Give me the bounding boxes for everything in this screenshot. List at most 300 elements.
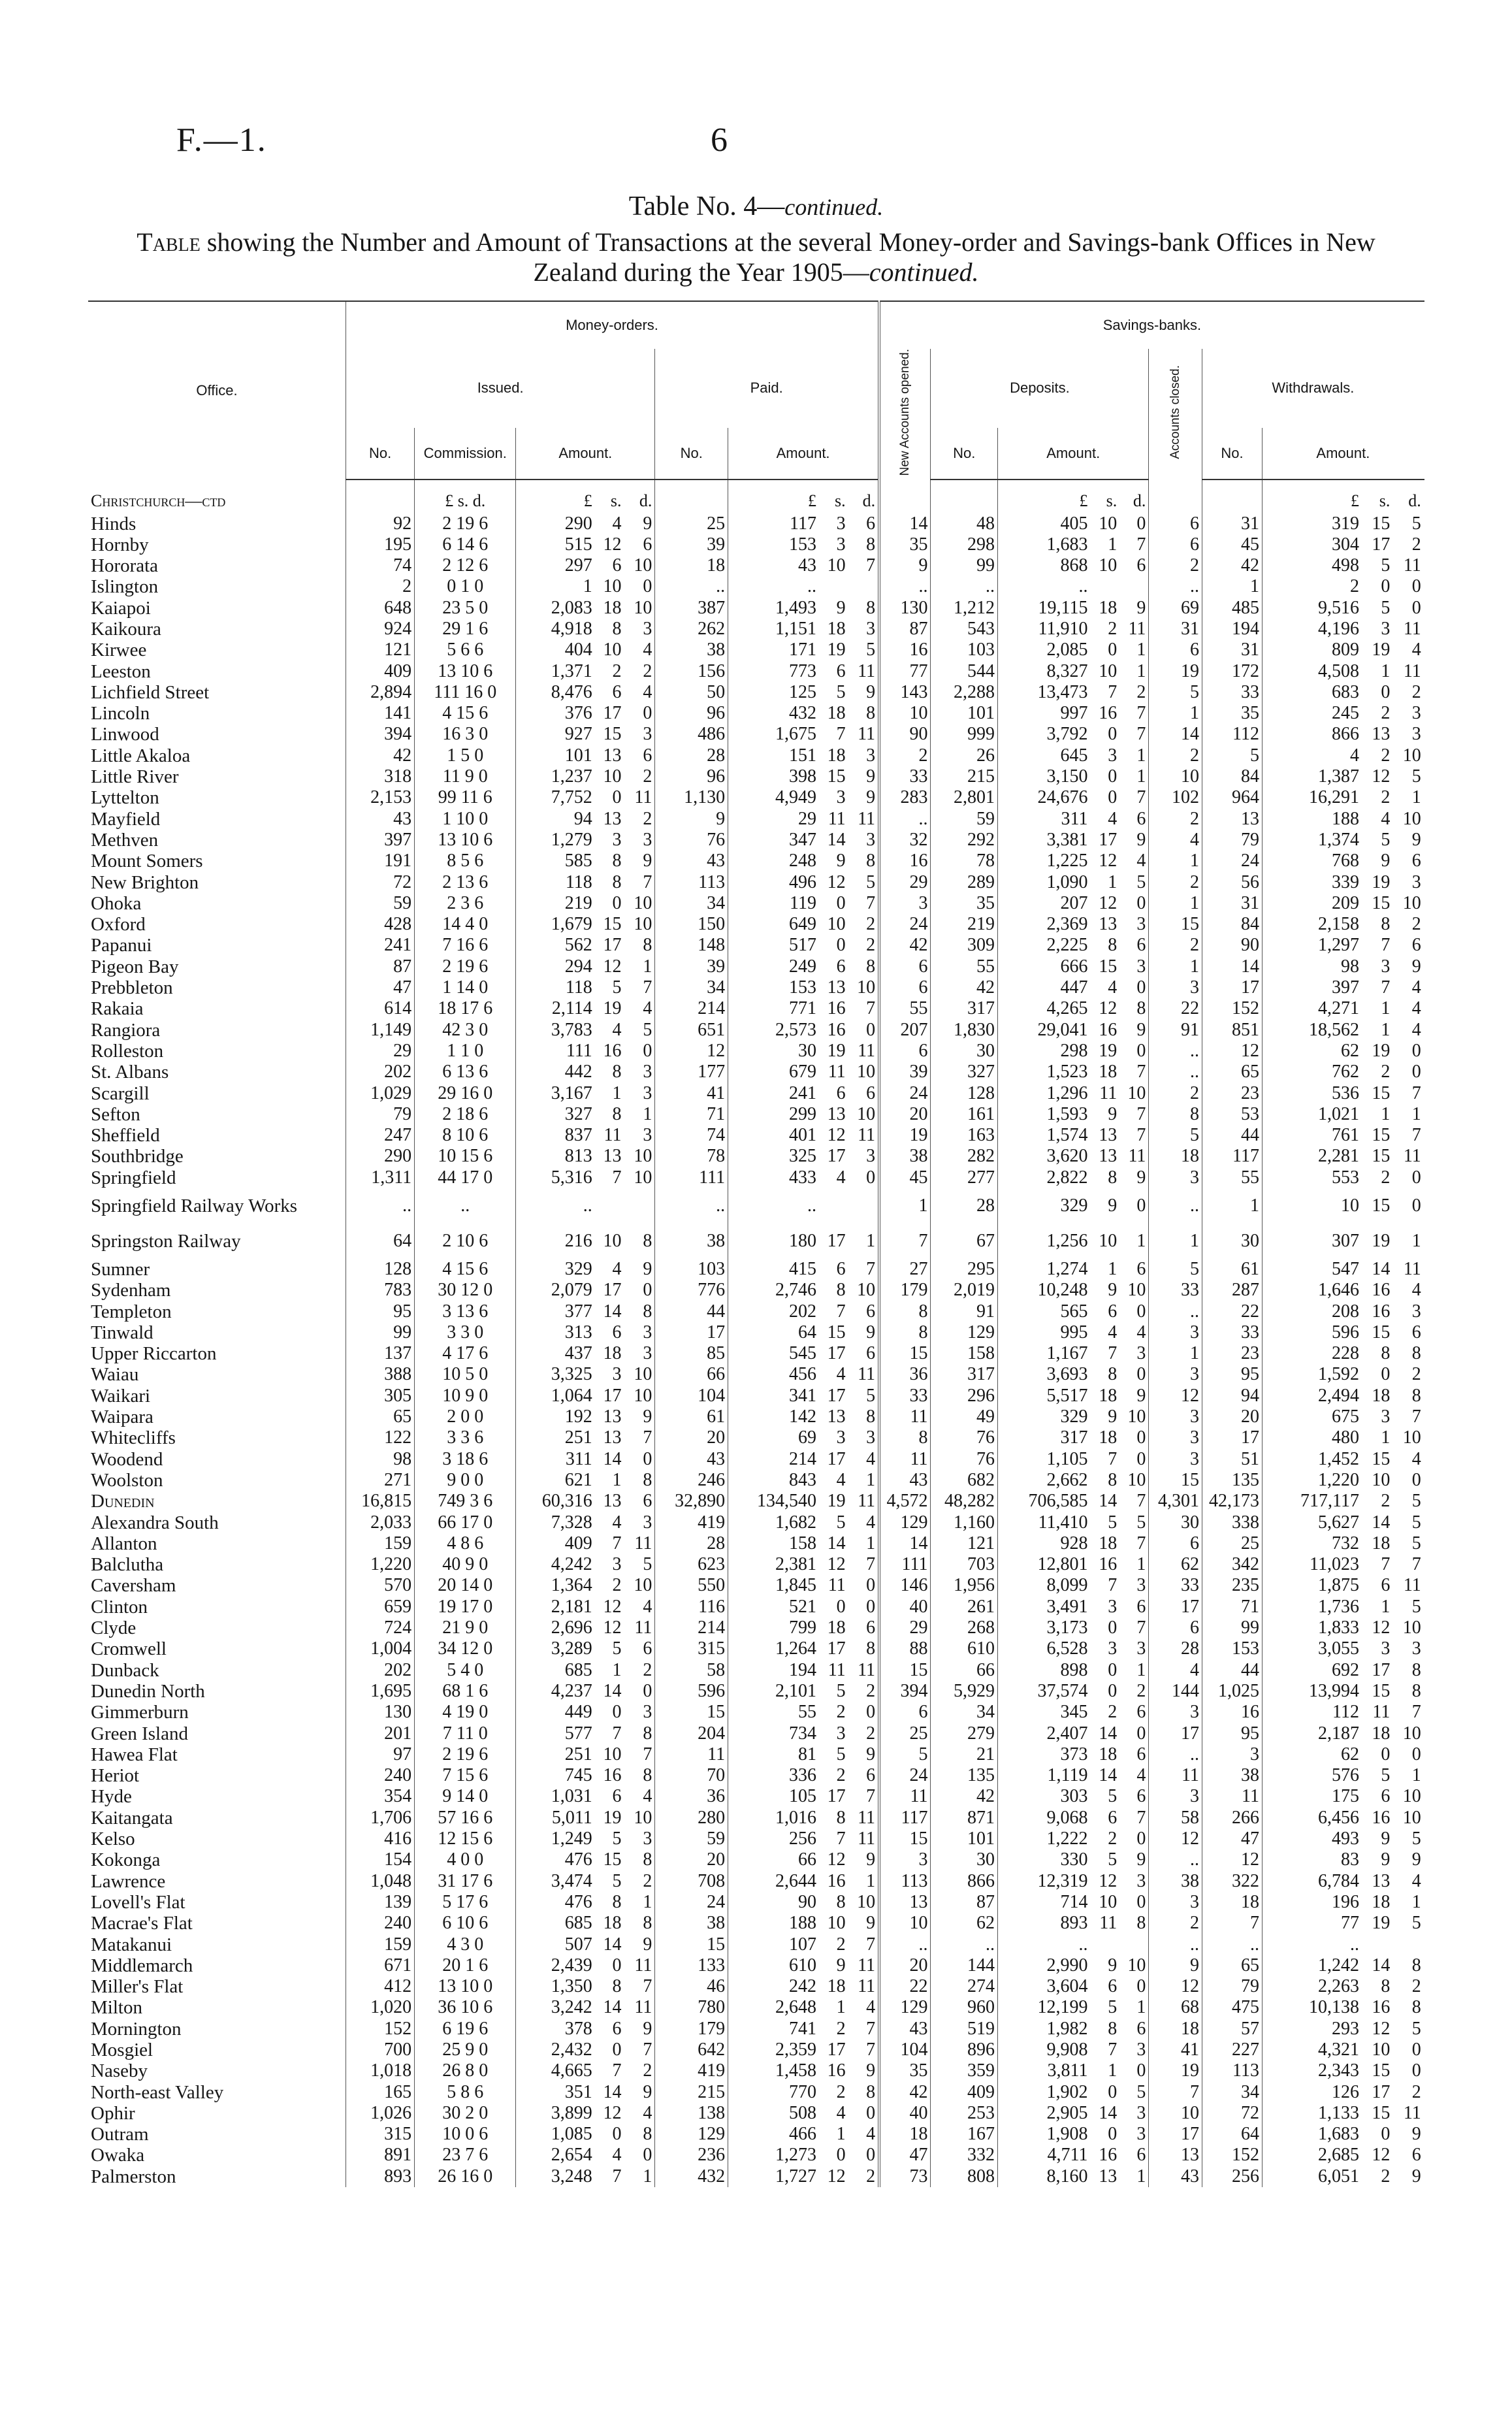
office-name: Woolston (91, 1469, 163, 1491)
deposits-amount-pounds: 1,090 (998, 871, 1091, 892)
paid-no: 74 (655, 1125, 728, 1146)
office-name: Lincoln (91, 703, 150, 724)
withdrawals-amount-s: 1 (1381, 1019, 1391, 1040)
withdrawals-amount-pounds: 1,875 (1262, 1575, 1362, 1596)
office-name: Kaikoura (91, 618, 161, 640)
deposits-no: 960 (931, 1997, 998, 2018)
withdrawals-no: 172 (1202, 660, 1262, 681)
paid-no: 32,890 (655, 1491, 728, 1512)
deposits-no: 703 (931, 1554, 998, 1575)
deposits-amount-s: 0 (1108, 1618, 1118, 1638)
issued-no: 416 (346, 1829, 414, 1849)
office-name: Middlemarch (91, 1955, 193, 1976)
paid-amount-s: 9 (836, 597, 846, 618)
issued-no: 412 (346, 1976, 414, 1997)
paid-amount-d: 7 (866, 998, 876, 1019)
withdrawals-no: 14 (1202, 956, 1262, 977)
deposits-no: 219 (931, 914, 998, 935)
withdrawals-amount-s: 3 (1381, 618, 1391, 639)
withdrawals-amount-pounds: 397 (1262, 977, 1362, 998)
accounts-closed: 4 (1149, 1660, 1202, 1681)
issued-commission: 20 1 6 (415, 1955, 516, 1976)
withdrawals-amount-d: 8 (1411, 1680, 1421, 1701)
paid-amount-d (848, 576, 879, 597)
table-row (88, 1870, 1424, 1891)
withdrawals-amount-pounds: 304 (1262, 534, 1362, 555)
paid-amount-pounds: 256 (728, 1829, 819, 1849)
paid-amount-s: 6 (836, 1259, 846, 1279)
issued-commission: 111 16 0 (415, 682, 516, 703)
issued-amount-d: 9 (643, 1259, 652, 1279)
deposits-no: 2,288 (931, 682, 998, 703)
issued-commission: 7 16 6 (415, 935, 516, 956)
withdrawals-amount-pounds: 1,021 (1262, 1104, 1362, 1125)
paid-amount-s: 3 (836, 1427, 846, 1448)
withdrawals-amount-pounds: 1,683 (1262, 2124, 1362, 2145)
issued-commission: 10 9 0 (415, 1386, 516, 1407)
withdrawals-no: 153 (1202, 1638, 1262, 1659)
paid-no: 20 (655, 1427, 728, 1448)
issued-amount-s: 15 (603, 914, 622, 935)
issued-commission: 6 10 6 (415, 1913, 516, 1934)
office-name: Waikari (91, 1385, 151, 1407)
deposits-amount-pounds: 2,369 (998, 914, 1091, 935)
deposits-amount-d: 7 (1136, 534, 1146, 555)
paid-no: 38 (655, 1224, 728, 1259)
accounts-closed: .. (1149, 1041, 1202, 1062)
withdrawals-amount-s: s. (1379, 491, 1391, 511)
paid-amount-pounds: 151 (728, 745, 819, 766)
withdrawals-amount-s: 15 (1372, 2060, 1391, 2081)
deposits-amount-s: 10 (1099, 660, 1118, 681)
deposits-amount-s: 3 (1108, 1596, 1118, 1617)
deposits-amount-pounds: 8,099 (998, 1575, 1091, 1596)
new-accounts: 42 (879, 2081, 931, 2102)
issued-amount-pounds: 3,289 (516, 1638, 595, 1659)
issued-amount-d: 3 (643, 1322, 652, 1342)
paid-no: 387 (655, 598, 728, 619)
deposits-no: 1,830 (931, 1019, 998, 1040)
withdrawals-amount-pounds: 1,833 (1262, 1618, 1362, 1638)
paid-amount-pounds: 107 (728, 1934, 819, 1955)
issued-amount-s: 0 (612, 1702, 622, 1723)
deposits-amount-pounds: 37,574 (998, 1681, 1091, 1702)
withdrawals-amount-pounds: 553 (1262, 1167, 1362, 1188)
paid-no: 25 (655, 513, 728, 534)
accounts-closed: 91 (1149, 1019, 1202, 1040)
deposits-no: 35 (931, 893, 998, 914)
deposits-amount-pounds: 1,119 (998, 1765, 1091, 1786)
issued-amount-d: 10 (634, 1364, 652, 1385)
deposits-amount-d: 7 (1136, 1533, 1146, 1553)
accounts-closed: 3 (1149, 1702, 1202, 1723)
accounts-closed: 2 (1149, 555, 1202, 576)
paid-amount-pounds: 194 (728, 1660, 819, 1681)
issued-amount-pounds: 2,079 (516, 1280, 595, 1301)
issued-amount-s: 10 (603, 766, 622, 787)
deposits-no: 999 (931, 724, 998, 745)
withdrawals-amount-s: 5 (1381, 555, 1391, 576)
withdrawals-amount-s: 13 (1372, 724, 1391, 745)
paid-amount-s: s. (835, 491, 846, 511)
issued-no: 1,004 (346, 1638, 414, 1659)
paid-amount-s: 8 (836, 1280, 846, 1301)
deposits-no: .. (931, 1934, 998, 1955)
office-name: Mount Somers (91, 851, 203, 872)
paid-no: 111 (655, 1167, 728, 1188)
issued-no: 924 (346, 619, 414, 640)
issued-no: 159 (346, 1533, 414, 1554)
issued-amount-d: 0 (643, 1448, 652, 1469)
office-name: Tinwald (91, 1322, 153, 1343)
paid-amount-s: 16 (827, 1870, 846, 1891)
deposits-amount-s: 15 (1099, 956, 1118, 977)
deposits-amount-s: 14 (1099, 1765, 1118, 1786)
deposits-amount-pounds: 2,662 (998, 1470, 1091, 1491)
deposits-no: 253 (931, 2103, 998, 2124)
deposits-amount-s: 7 (1108, 681, 1118, 702)
withdrawals-amount-s: 5 (1381, 829, 1391, 850)
paid-amount-pounds: 90 (728, 1892, 819, 1913)
issued-amount-d: 9 (643, 1934, 652, 1955)
issued-amount-d: 6 (643, 1638, 652, 1659)
deposits-amount-pounds: 3,811 (998, 2060, 1091, 2081)
withdrawals-amount-d: 0 (1411, 1469, 1421, 1490)
issued-no: 191 (346, 851, 414, 871)
withdrawals-amount-pounds: 1,646 (1262, 1280, 1362, 1301)
issued-amount-s: 0 (612, 1955, 622, 1976)
issued-commission: 4 15 6 (415, 703, 516, 724)
withdrawals-amount-pounds: 112 (1262, 1702, 1362, 1723)
office-name: Hororata (91, 555, 159, 577)
accounts-closed: 102 (1149, 787, 1202, 808)
withdrawals-no: 47 (1202, 1829, 1262, 1849)
withdrawals-no: 475 (1202, 1997, 1262, 2018)
paid-amount-d: 10 (857, 977, 876, 998)
deposits-no: 87 (931, 1892, 998, 1913)
withdrawals-no: 23 (1202, 1343, 1262, 1364)
deposits-amount-d: 10 (1127, 1280, 1146, 1301)
issued-amount-pounds: 449 (516, 1702, 595, 1723)
issued-commission: 21 9 0 (415, 1618, 516, 1638)
paid-no: 432 (655, 2166, 728, 2187)
table-row (88, 1638, 1424, 1659)
deposits-amount-d: 1 (1136, 1659, 1146, 1680)
deposits-amount-s: 6 (1108, 1976, 1118, 1997)
withdrawals-amount-s: 3 (1381, 1638, 1391, 1659)
withdrawals-amount-s: 15 (1372, 513, 1391, 534)
deposits-no: 55 (931, 956, 998, 977)
table-title-continued: continued. (784, 194, 884, 220)
deposits-amount-s: 6 (1108, 1807, 1118, 1828)
paid-no: 44 (655, 1301, 728, 1322)
office-name: North-east Valley (91, 2081, 224, 2103)
issued-amount-d: 4 (643, 640, 652, 660)
deposits-amount-pounds: 19,115 (998, 598, 1091, 619)
withdrawals-amount-d: 10 (1402, 1786, 1421, 1807)
deposits-amount-pounds: 2,085 (998, 640, 1091, 660)
paid-amount-d: 7 (866, 2018, 876, 2039)
issued-amount-s: 14 (603, 1448, 622, 1469)
new-accounts (879, 480, 931, 513)
withdrawals-amount-d: 0 (1411, 597, 1421, 618)
deposits-amount-d: 9 (1136, 1385, 1146, 1406)
issued-amount-pounds: 351 (516, 2081, 595, 2102)
new-accounts: 8 (879, 1301, 931, 1322)
issued-amount-pounds: 378 (516, 2019, 595, 2040)
paid-amount-s: 10 (827, 555, 846, 576)
withdrawals-no: 1,025 (1202, 1681, 1262, 1702)
withdrawals-amount-pounds: 498 (1262, 555, 1362, 576)
paid-amount-pounds: 1,682 (728, 1512, 819, 1533)
withdrawals-amount-s: 10 (1372, 2039, 1391, 2060)
issued-amount-pounds: 507 (516, 1934, 595, 1955)
paid-amount-pounds: 347 (728, 830, 819, 851)
deposits-amount-pounds: 13,473 (998, 682, 1091, 703)
deposits-amount-pounds: 298 (998, 1041, 1091, 1062)
issued-amount-d: 2 (643, 808, 652, 829)
new-accounts: 33 (879, 766, 931, 787)
withdrawals-amount-pounds: 5,627 (1262, 1512, 1362, 1533)
table-row (88, 1723, 1424, 1744)
issued-amount-s: 13 (603, 1146, 622, 1167)
accounts-closed: 2 (1149, 809, 1202, 830)
deposits-amount-s: 6 (1108, 1301, 1118, 1322)
withdrawals-header: Withdrawals. (1202, 349, 1423, 428)
withdrawals-amount-d: 11 (1403, 1575, 1421, 1596)
issued-amount-d: 3 (643, 829, 652, 850)
withdrawals-amount-pounds: 4 (1262, 745, 1362, 766)
table-row (88, 1167, 1424, 1188)
deposits-no: 163 (931, 1125, 998, 1146)
deposits-no: 62 (931, 1913, 998, 1934)
withdrawals-amount-d: 9 (1411, 829, 1421, 850)
issued-amount-s: 4 (612, 1259, 622, 1279)
deposits-no: 28 (931, 1188, 998, 1224)
deposits-amount-d: 8 (1136, 1913, 1146, 1934)
office-name: Miller's Flat (91, 1976, 184, 1998)
deposits-amount-d: 4 (1136, 1765, 1146, 1786)
deposits-no: 543 (931, 619, 998, 640)
issued-amount-d: 0 (643, 2145, 652, 2166)
deposits-no: 292 (931, 830, 998, 851)
deposits-amount-s: 12 (1099, 892, 1118, 913)
withdrawals-amount-pounds: 2,158 (1262, 914, 1362, 935)
issued-amount-pounds: 685 (516, 1660, 595, 1681)
office-name: Macrae's Flat (91, 1913, 193, 1934)
issued-amount-d: 10 (634, 597, 652, 618)
paid-amount-pounds: 30 (728, 1041, 819, 1062)
issued-amount-s: 11 (603, 1125, 622, 1146)
accounts-closed: 6 (1149, 513, 1202, 534)
accounts-closed: 5 (1149, 682, 1202, 703)
withdrawals-amount-d: 5 (1411, 1913, 1421, 1934)
paid-amount-d: 0 (866, 1596, 876, 1617)
issued-amount-pounds: 1,679 (516, 914, 595, 935)
withdrawals-amount-s: 18 (1372, 1891, 1391, 1912)
deposits-amount-s: 9 (1108, 1955, 1118, 1976)
deposits-no: 30 (931, 1849, 998, 1870)
withdrawals-no: 23 (1202, 1082, 1262, 1103)
deposits-amount-d: 7 (1136, 1807, 1146, 1828)
paid-no: 104 (655, 1386, 728, 1407)
paid-amount-d: 2 (866, 914, 876, 935)
withdrawals-amount-d: 5 (1411, 1512, 1421, 1533)
withdrawals-amount-s: 0 (1381, 681, 1391, 702)
new-accounts: 146 (879, 1575, 931, 1596)
paid-amount-s: 19 (827, 1491, 846, 1512)
paid-amount-s: 2 (836, 1934, 846, 1955)
deposits-amount-pounds: 345 (998, 1702, 1091, 1723)
issued-commission: 4 3 0 (415, 1934, 516, 1955)
paid-amount-s: 12 (827, 1125, 846, 1146)
paid-amount-d: 11 (858, 1659, 876, 1680)
table-row (88, 1744, 1424, 1765)
withdrawals-amount-s: 15 (1372, 1082, 1391, 1103)
withdrawals-amount-pounds: 547 (1262, 1259, 1362, 1280)
paid-amount-s: 15 (827, 766, 846, 787)
deposits-amount-s: s. (1106, 491, 1118, 511)
withdrawals-no: 5 (1202, 745, 1262, 766)
deposits-amount-pounds: 893 (998, 1913, 1091, 1934)
deposits-no: 135 (931, 1765, 998, 1786)
withdrawals-amount-d: 8 (1411, 1997, 1421, 2018)
paid-amount-d: 2 (866, 1723, 876, 1744)
accounts-closed: 2 (1149, 1913, 1202, 1934)
issued-amount-pounds: 1,350 (516, 1976, 595, 1997)
issued-amount-d: 3 (643, 618, 652, 639)
deposits-no: 76 (931, 1427, 998, 1448)
paid-amount-s: 6 (836, 956, 846, 977)
issued-amount-s: 12 (603, 1618, 622, 1638)
paid-no: 148 (655, 935, 728, 956)
issued-no: 409 (346, 660, 414, 681)
issued-amount-s: 18 (603, 1913, 622, 1934)
paid-amount-pounds: 843 (728, 1470, 819, 1491)
deposits-no: 295 (931, 1259, 998, 1280)
table-row (88, 745, 1424, 766)
withdrawals-amount-d: 11 (1403, 2102, 1421, 2123)
deposits-no: 34 (931, 1702, 998, 1723)
issued-commission: 4 19 0 (415, 1702, 516, 1723)
withdrawals-amount-s: 12 (1372, 2018, 1391, 2039)
paid-amount-s: 2 (836, 2081, 846, 2102)
issued-commission: 18 17 6 (415, 998, 516, 1019)
withdrawals-amount-pounds: £ (1262, 480, 1362, 513)
issued-amount-pounds: 577 (516, 1723, 595, 1744)
paid-amount-s: 18 (827, 745, 846, 766)
paid-no: 708 (655, 1870, 728, 1891)
withdrawals-amount-pounds: 4,321 (1262, 2040, 1362, 2060)
deposits-amount-d: 9 (1136, 1019, 1146, 1040)
accounts-closed: 1 (1149, 851, 1202, 871)
issued-commission: 40 9 0 (415, 1554, 516, 1575)
office-name: Kaiapoi (91, 597, 151, 619)
deposits-amount-header: Amount. (998, 428, 1149, 480)
issued-amount-s: 10 (603, 1230, 622, 1251)
office-name: Ophir (91, 2102, 135, 2124)
paid-amount-d: 9 (866, 1322, 876, 1342)
paid-amount-s: 8 (836, 1891, 846, 1912)
office-name: Linwood (91, 724, 159, 745)
issued-commission: 8 10 6 (415, 1125, 516, 1146)
issued-amount-s: 8 (612, 1976, 622, 1997)
deposits-amount-d: 4 (1136, 851, 1146, 871)
deposits-no: 48 (931, 513, 998, 534)
deposits-amount-s: 14 (1099, 2102, 1118, 2123)
issued-amount-pounds: 409 (516, 1533, 595, 1554)
paid-amount-pounds: 2,644 (728, 1870, 819, 1891)
deposits-amount-s: 5 (1108, 1997, 1118, 2018)
paid-no: 66 (655, 1364, 728, 1385)
paid-amount-s: 12 (827, 1554, 846, 1575)
issued-amount-pounds: 1,031 (516, 1786, 595, 1807)
issued-no: 1,020 (346, 1997, 414, 2018)
issued-amount-s: 6 (612, 1322, 622, 1342)
deposits-amount-s: 16 (1099, 1019, 1118, 1040)
deposits-no: 277 (931, 1167, 998, 1188)
deposits-amount-s: 13 (1099, 914, 1118, 935)
new-accounts: 3 (879, 893, 931, 914)
withdrawals-amount-pounds: 493 (1262, 1829, 1362, 1849)
issued-no: 139 (346, 1892, 414, 1913)
issued-no: 87 (346, 956, 414, 977)
issued-commission: 3 3 0 (415, 1322, 516, 1343)
issued-commission: 1 5 0 (415, 745, 516, 766)
withdrawals-amount-d: 5 (1411, 1491, 1421, 1512)
issued-amount-s: 7 (612, 2166, 622, 2187)
withdrawals-amount-pounds: 1,452 (1262, 1449, 1362, 1470)
issued-amount-d: 11 (634, 1997, 652, 2018)
new-accounts: 1 (879, 1188, 931, 1224)
deposits-amount-pounds: 2,990 (998, 1955, 1091, 1976)
withdrawals-amount-s: 15 (1372, 1680, 1391, 1701)
office-name: Lichfield Street (91, 681, 210, 703)
paid-no: 9 (655, 809, 728, 830)
deposits-amount-d: 0 (1136, 1195, 1146, 1216)
deposits-amount-s: 13 (1099, 2166, 1118, 2187)
issued-no: 1,220 (346, 1554, 414, 1575)
issued-amount-d: 4 (643, 1596, 652, 1617)
withdrawals-no: 44 (1202, 1660, 1262, 1681)
issued-commission: 2 18 6 (415, 1104, 516, 1125)
withdrawals-amount-d: 0 (1411, 576, 1421, 597)
paid-amount-s: 10 (827, 1913, 846, 1934)
deposits-amount-s: 3 (1108, 745, 1118, 766)
table-row (88, 1407, 1424, 1427)
paid-no: 18 (655, 555, 728, 576)
deposits-amount-d: 7 (1136, 703, 1146, 724)
accounts-closed-header: Accounts closed. (1149, 349, 1202, 480)
deposits-amount-d: 3 (1136, 2124, 1146, 2145)
issued-amount-s: 18 (603, 597, 622, 618)
issued-amount-s: 7 (612, 1167, 622, 1188)
issued-amount-pounds: 192 (516, 1407, 595, 1427)
issued-amount-d: 3 (643, 1702, 652, 1723)
paid-amount-s: 0 (836, 892, 846, 913)
new-accounts: 7 (879, 1224, 931, 1259)
deposits-amount-d: 0 (1136, 2060, 1146, 2081)
withdrawals-amount-s: 6 (1381, 1575, 1391, 1596)
new-accounts: 24 (879, 1082, 931, 1103)
deposits-amount-s: 16 (1099, 703, 1118, 724)
issued-no: 570 (346, 1575, 414, 1596)
table-row (88, 1019, 1424, 1040)
paid-amount-pounds: 153 (728, 534, 819, 555)
accounts-closed: 2 (1149, 745, 1202, 766)
withdrawals-no: 42,173 (1202, 1491, 1262, 1512)
issued-no: 159 (346, 1934, 414, 1955)
